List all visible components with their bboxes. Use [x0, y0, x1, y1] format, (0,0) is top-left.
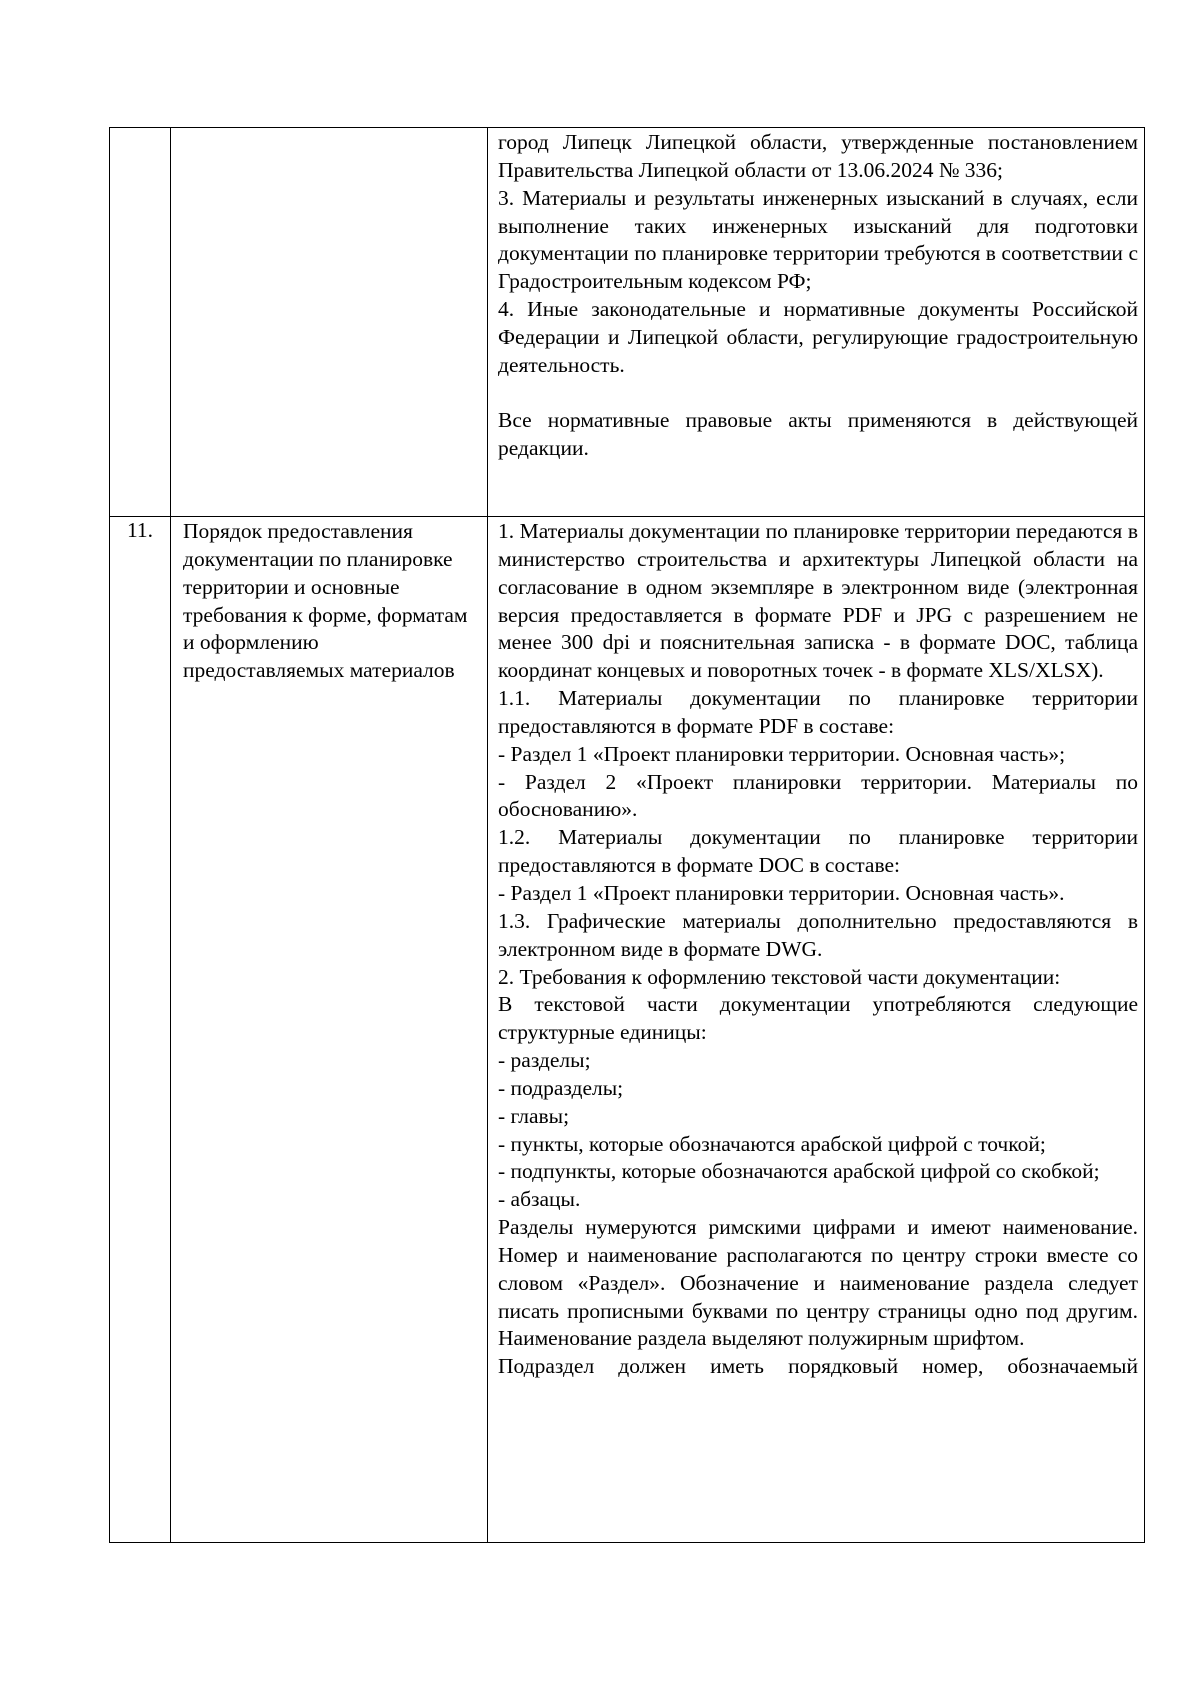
paragraph: - Раздел 1 «Проект планировки территории. Основная часть»;: [498, 741, 1066, 766]
paragraph: 1.3. Графические материалы дополнительно предоставляются в электронном виде в формате DWG.: [498, 908, 1138, 961]
paragraph: - Раздел 1 «Проект планировки территории. Основная часть».: [498, 880, 1065, 905]
table-row: [110, 128, 1145, 517]
paragraph: - Раздел 2 «Проект планировки территории. Материалы по обоснованию».: [498, 769, 1138, 822]
paragraph: 2. Требования к оформлению текстовой части документации:: [498, 964, 1061, 989]
paragraph: 1.2. Материалы документации по планировке территории предоставляются в формате DOC в составе:: [498, 825, 1138, 878]
paragraph: город Липецк Липецкой области, утвержденные постановлением Правительства Липецкой области от 13.06.2024 № 336;: [498, 130, 1138, 182]
requirements-table: [109, 127, 1145, 1543]
row-content-cell: [488, 128, 1145, 517]
paragraph: В текстовой части документации употребляются следующие структурные единицы:: [498, 992, 1138, 1045]
paragraph: - подразделы;: [498, 1075, 624, 1100]
paragraph: - подпункты, которые обозначаются арабской цифрой со скобкой;: [498, 1159, 1100, 1184]
row-number-cell: [110, 128, 171, 517]
paragraph: - пункты, которые обозначаются арабской цифрой с точкой;: [498, 1131, 1046, 1156]
paragraph-gap: [498, 380, 1138, 408]
paragraph: - главы;: [498, 1103, 570, 1128]
paragraph: 1.1. Материалы документации по планировке территории предоставляются в формате PDF в составе:: [498, 686, 1138, 738]
paragraph: - абзацы.: [498, 1187, 581, 1212]
row-title-cell: Порядок предоставления документации по планировке территории и основные требования к форме, форматам и оформлению предоставляемых материалов: [171, 517, 488, 1543]
paragraph: 4. Иные законодательные и нормативные документы Российской Федерации и Липецкой области, регулирующие градостроительную деятельность.: [498, 297, 1138, 377]
table-row: [110, 517, 1145, 1543]
paragraph: 3. Материалы и результаты инженерных изысканий в случаях, если выполнение таких инженерных изысканий для подготовки документации по планировке территории требуются в соответствии с Градостроительным кодексом РФ;: [498, 185, 1138, 294]
row-content-cell: [488, 517, 1145, 1543]
paragraph: Разделы нумеруются римскими цифрами и имеют наименование. Номер и наименование располагаются по центру строки вместе со словом «Раздел». Обозначение и наименование раздела следует писать прописными буквами по центру страницы одно под другим. Наименование раздела выделяют полужирным шрифтом.: [498, 1215, 1138, 1351]
paragraph: 1. Материалы документации по планировке территории передаются в министерство строительства и архитектуры Липецкой области на согласование в одном экземпляре в электронном виде (электронная версия предоставляется в формате PDF и JPG с разрешением не менее 300 dpi и пояснительная записка - в формате DOC, таблица координат концевых и поворотных точек - в формате XLS/XLSX).: [498, 519, 1138, 683]
paragraph: - разделы;: [498, 1048, 591, 1073]
paragraph: Подраздел должен иметь порядковый номер, обозначаемый: [498, 1354, 1138, 1379]
row-title-cell: [171, 128, 488, 517]
paragraph: Все нормативные правовые акты применяются в действующей редакции.: [498, 408, 1138, 461]
row-number-cell: 11.: [110, 517, 171, 1543]
